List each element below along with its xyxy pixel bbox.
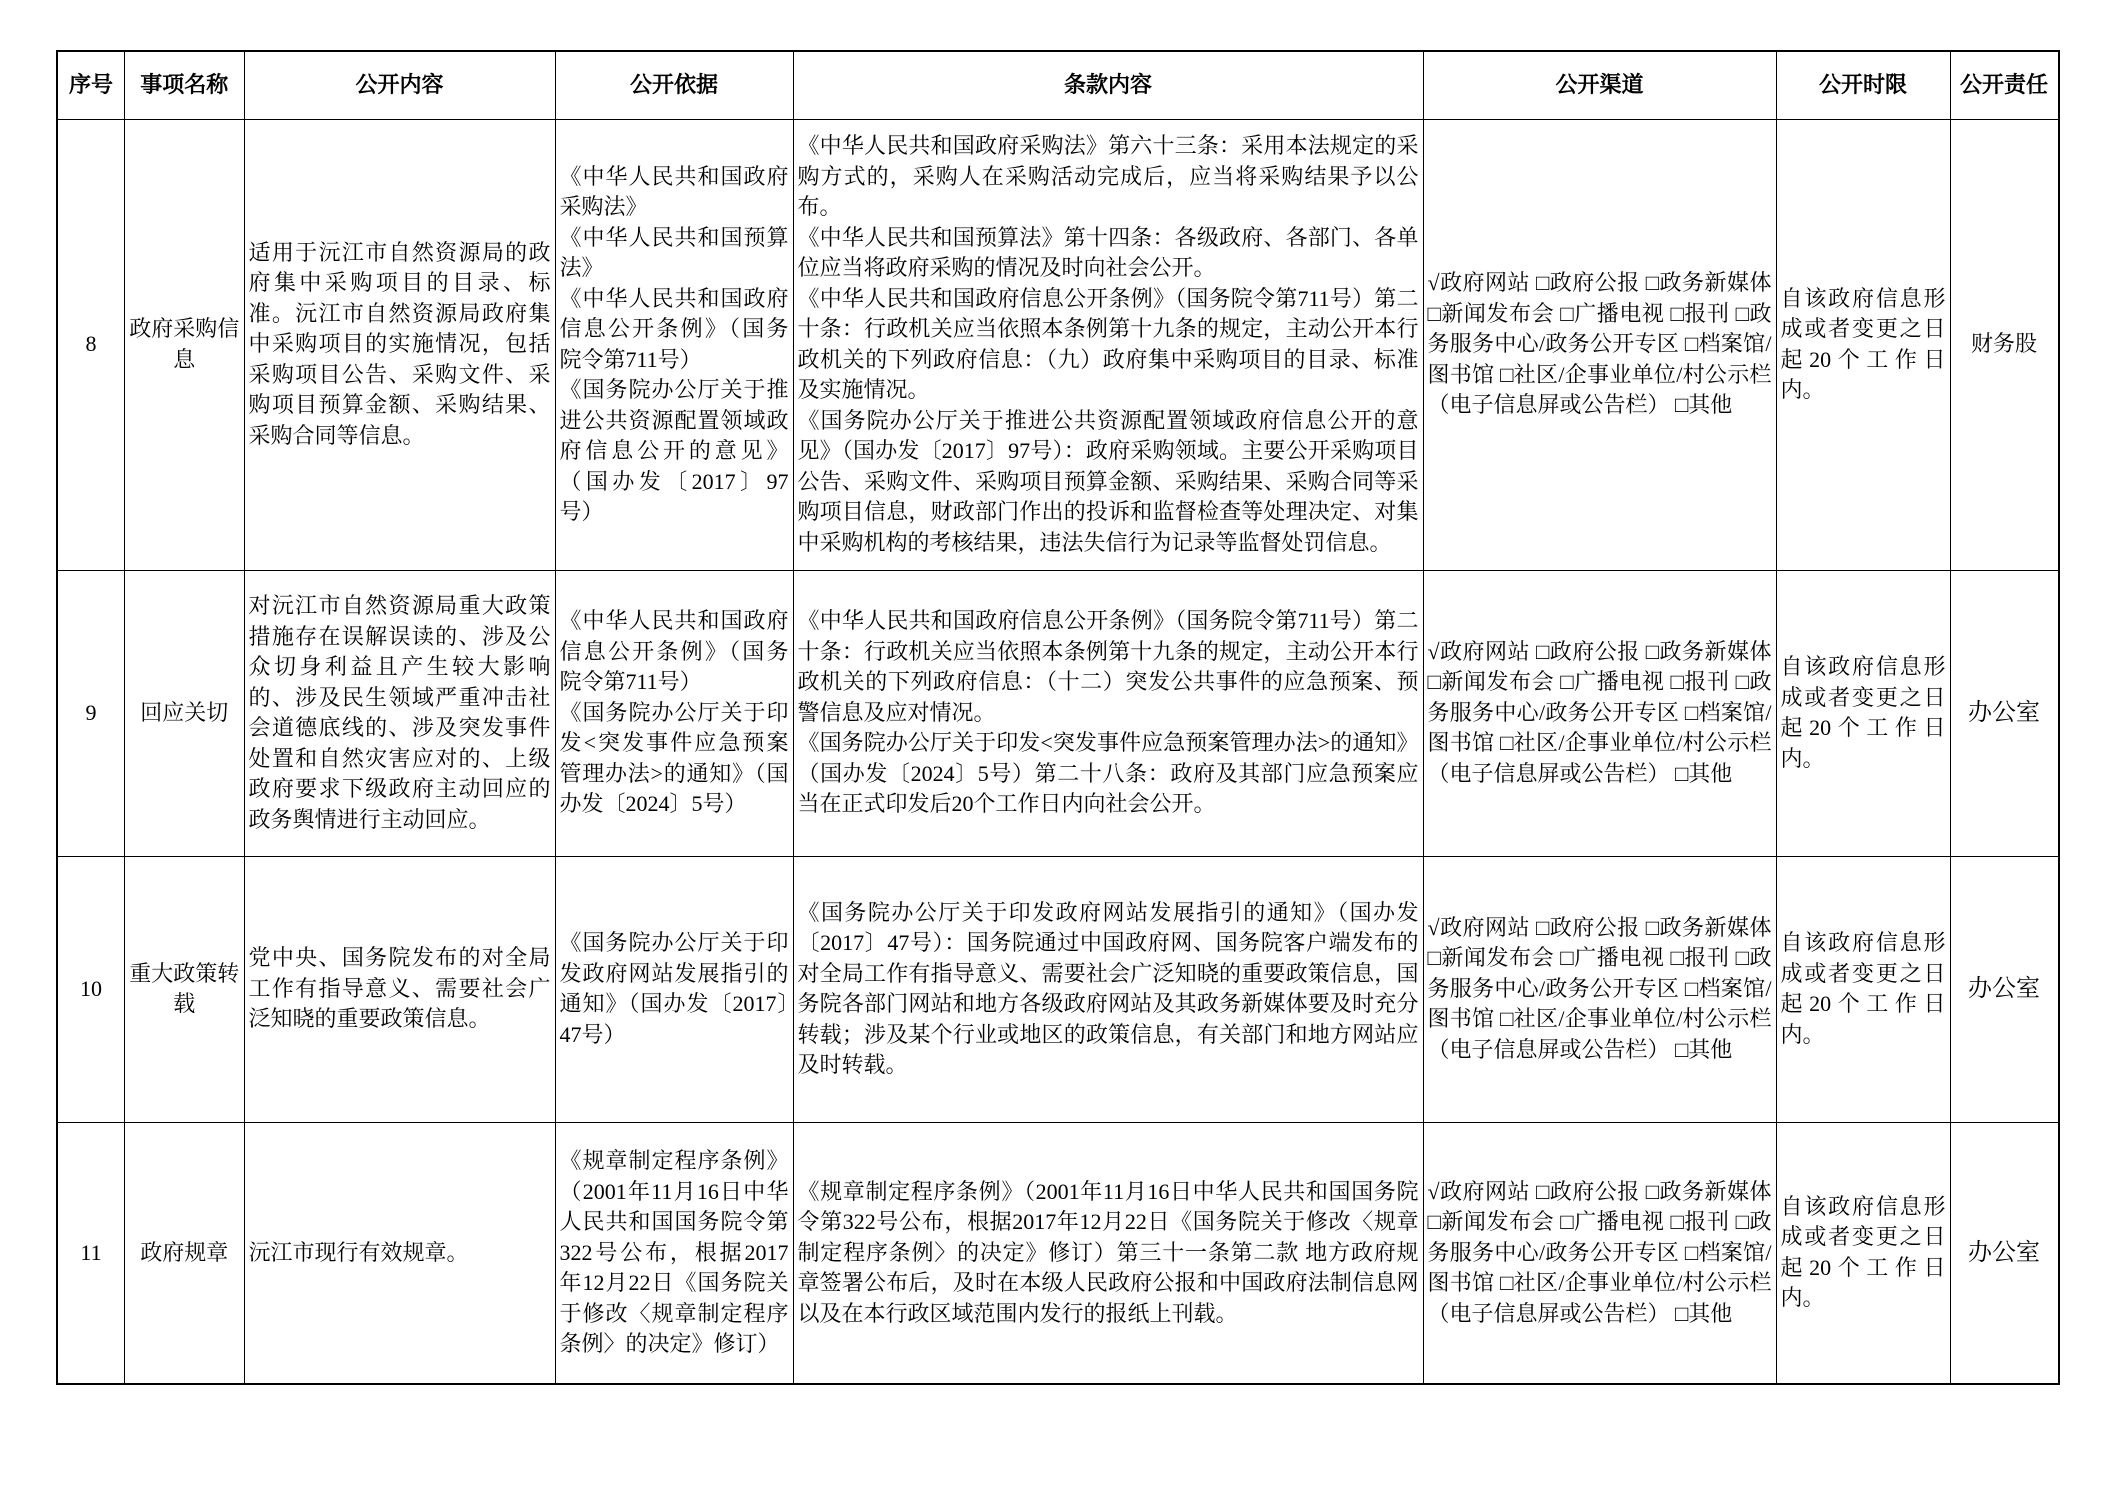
basis-cell <box>555 570 793 856</box>
channels-cell: √政府网站 □政府公报 □政务新媒体 □新闻发布会 □广播电视 □报刊 □政务服务中心/政务公开专区 □档案馆/图书馆 □社区/企事业单位/村公示栏（电子信息屏或公告栏） □其他 <box>1423 856 1776 1122</box>
clauses-cell <box>793 119 1423 570</box>
clause-paragraph: 《国务院办公厅关于印发政府网站发展指引的通知》（国办发〔2017〕47号）：国务院通过中国政府网、国务院客户端发布的对全局工作有指导意义、需要社会广泛知晓的重要政策信息，国务院各部门网站和地方各级政府网站及其政务新媒体要及时充分转载；涉及某个行业或地区的政策信息，有关部门和地方网站应及时转载。 <box>797 899 1419 1077</box>
basis-cell <box>555 1122 793 1384</box>
disclosure-table <box>56 50 2060 1385</box>
serial-cell: 11 <box>57 1122 125 1384</box>
item-name-cell: 回应关切 <box>125 570 245 856</box>
header-content: 公开内容 <box>244 51 555 119</box>
clause-paragraph: 《国务院办公厅关于印发<突发事件应急预案管理办法>的通知》（国办发〔2024〕5号）第二十八条：政府及其部门应急预案应当在正式印发后20个工作日内向社会公开。 <box>797 730 1419 817</box>
basis-paragraph: 《中华人民共和国政府信息公开条例》（国务院令第711号） <box>559 608 789 695</box>
header-basis: 公开依据 <box>555 51 793 119</box>
table-row <box>57 856 2059 1122</box>
time-limit-cell: 自该政府信息形成或者变更之日起20个工作日内。 <box>1776 119 1950 570</box>
basis-paragraph: 《国务院办公厅关于推进公共资源配置领域政府信息公开的意见》（国办发〔2017〕97号） <box>559 377 789 524</box>
clauses-cell <box>793 1122 1423 1384</box>
serial-cell: 10 <box>57 856 125 1122</box>
clause-paragraph: 《中华人民共和国预算法》第十四条：各级政府、各部门、各单位应当将政府采购的情况及时向社会公开。 <box>797 224 1419 280</box>
clause-paragraph: 《中华人民共和国政府信息公开条例》（国务院令第711号）第二十条：行政机关应当依照本条例第十九条的规定，主动公开本行政机关的下列政府信息：（十二）突发公共事件的应急预案、预警信息及应对情况。 <box>797 608 1419 725</box>
header-channels: 公开渠道 <box>1423 51 1776 119</box>
responsibility-cell: 财务股 <box>1950 119 2059 570</box>
header-responsibility: 公开责任 <box>1950 51 2059 119</box>
time-limit-cell: 自该政府信息形成或者变更之日起20个工作日内。 <box>1776 570 1950 856</box>
basis-paragraph: 《中华人民共和国预算法》 <box>559 224 789 280</box>
header-row <box>57 51 2059 119</box>
channels-cell: √政府网站 □政府公报 □政务新媒体 □新闻发布会 □广播电视 □报刊 □政务服务中心/政务公开专区 □档案馆/图书馆 □社区/企事业单位/村公示栏（电子信息屏或公告栏） □其他 <box>1423 1122 1776 1384</box>
content-cell: 适用于沅江市自然资源局的政府集中采购项目的目录、标准。沅江市自然资源局政府集中采购项目的实施情况，包括采购项目公告、采购文件、采购项目预算金额、采购结果、采购合同等信息。 <box>244 119 555 570</box>
content-cell: 对沅江市自然资源局重大政策措施存在误解误读的、涉及公众切身利益且产生较大影响的、涉及民生领域严重冲击社会道德底线的、涉及突发事件处置和自然灾害应对的、上级政府要求下级政府主动回应的政务舆情进行主动回应。 <box>244 570 555 856</box>
clause-paragraph: 《国务院办公厅关于推进公共资源配置领域政府信息公开的意见》（国办发〔2017〕97号）：政府采购领域。主要公开采购项目公告、采购文件、采购项目预算金额、采购结果、采购合同等采购项目信息，财政部门作出的投诉和监督检查等处理决定、对集中采购机构的考核结果，违法失信行为记录等监督处罚信息。 <box>797 407 1419 555</box>
basis-paragraph: 《中华人民共和国政府信息公开条例》（国务院令第711号） <box>559 285 789 372</box>
clause-paragraph: 《规章制定程序条例》（2001年11月16日中华人民共和国国务院令第322号公布，根据2017年12月22日《国务院关于修改〈规章制定程序条例〉的决定》修订）第三十一条第二款 地方政府规章签署公布后，及时在本级人民政府公报和中国政府法制信息网以及在本行政区域范围内发行的报纸上刊载。 <box>797 1178 1419 1326</box>
serial-cell: 9 <box>57 570 125 856</box>
table-row <box>57 119 2059 570</box>
basis-paragraph: 《国务院办公厅关于印发<突发事件应急预案管理办法>的通知》（国办发〔2024〕5号） <box>559 699 789 817</box>
item-name-cell: 政府规章 <box>125 1122 245 1384</box>
channels-cell: √政府网站 □政府公报 □政务新媒体 □新闻发布会 □广播电视 □报刊 □政务服务中心/政务公开专区 □档案馆/图书馆 □社区/企事业单位/村公示栏（电子信息屏或公告栏） □其他 <box>1423 570 1776 856</box>
header-serial: 序号 <box>57 51 125 119</box>
serial-cell: 8 <box>57 119 125 570</box>
content-cell: 党中央、国务院发布的对全局工作有指导意义、需要社会广泛知晓的重要政策信息。 <box>244 856 555 1122</box>
clause-paragraph: 《中华人民共和国政府采购法》第六十三条：采用本法规定的采购方式的，采购人在采购活动完成后，应当将采购结果予以公布。 <box>797 133 1419 219</box>
content-cell: 沅江市现行有效规章。 <box>244 1122 555 1384</box>
clause-paragraph: 《中华人民共和国政府信息公开条例》（国务院令第711号）第二十条：行政机关应当依照本条例第十九条的规定，主动公开本行政机关的下列政府信息：（九）政府集中采购项目的目录、标准及实施情况。 <box>797 285 1419 402</box>
clauses-cell <box>793 570 1423 856</box>
item-name-cell: 重大政策转载 <box>125 856 245 1122</box>
responsibility-cell: 办公室 <box>1950 1122 2059 1384</box>
item-name-cell: 政府采购信息 <box>125 119 245 570</box>
responsibility-cell: 办公室 <box>1950 856 2059 1122</box>
basis-paragraph: 《中华人民共和国政府采购法》 <box>559 163 789 219</box>
channels-cell: √政府网站 □政府公报 □政务新媒体 □新闻发布会 □广播电视 □报刊 □政务服务中心/政务公开专区 □档案馆/图书馆 □社区/企事业单位/村公示栏（电子信息屏或公告栏） □其他 <box>1423 119 1776 570</box>
responsibility-cell: 办公室 <box>1950 570 2059 856</box>
basis-cell <box>555 856 793 1122</box>
header-time-limit: 公开时限 <box>1776 51 1950 119</box>
basis-paragraph: 《规章制定程序条例》（2001年11月16日中华人民共和国国务院令第322号公布，根据2017年12月22日《国务院关于修改〈规章制定程序条例〉的决定》修订） <box>559 1148 789 1356</box>
header-clauses: 条款内容 <box>793 51 1423 119</box>
header-item-name: 事项名称 <box>125 51 245 119</box>
clauses-cell <box>793 856 1423 1122</box>
time-limit-cell: 自该政府信息形成或者变更之日起20个工作日内。 <box>1776 856 1950 1122</box>
table-row <box>57 1122 2059 1384</box>
time-limit-cell: 自该政府信息形成或者变更之日起20个工作日内。 <box>1776 1122 1950 1384</box>
basis-cell <box>555 119 793 570</box>
table-row <box>57 570 2059 856</box>
basis-paragraph: 《国务院办公厅关于印发政府网站发展指引的通知》（国办发〔2017〕47号） <box>559 930 789 1047</box>
